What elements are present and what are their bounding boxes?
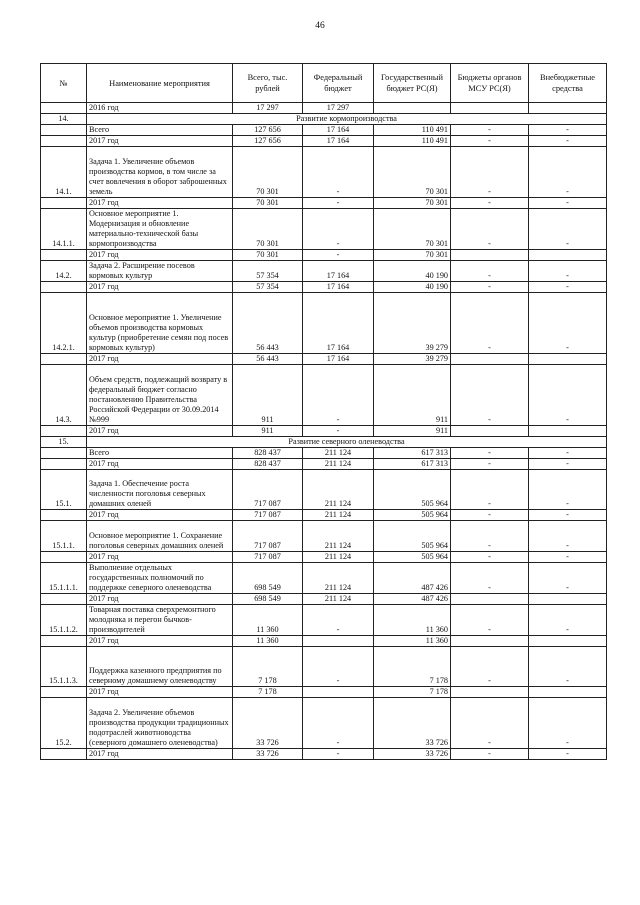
row-total: 7 178 (233, 687, 303, 698)
row-code: 14.1.1. (41, 208, 87, 249)
table-row (41, 635, 607, 646)
table-row (41, 260, 607, 281)
row-federal: - (303, 364, 374, 425)
section-row (41, 114, 607, 125)
table-row (41, 281, 607, 292)
row-federal: 211 124 (303, 593, 374, 604)
row-offbudget: - (529, 147, 607, 198)
row-state: 40 190 (374, 260, 451, 281)
row-code: 15.1.1.2. (41, 604, 87, 635)
row-code: 15.1.1.1. (41, 562, 87, 593)
row-msu: - (451, 147, 529, 198)
row-msu: - (451, 208, 529, 249)
row-federal: 211 124 (303, 510, 374, 521)
table-row (41, 510, 607, 521)
row-state: 505 964 (374, 551, 451, 562)
row-federal: - (303, 748, 374, 759)
table-row (41, 447, 607, 458)
row-federal: 17 164 (303, 292, 374, 353)
row-code (41, 249, 87, 260)
row-msu (451, 249, 529, 260)
table-row (41, 125, 607, 136)
row-state: 7 178 (374, 646, 451, 687)
row-federal: - (303, 208, 374, 249)
row-name: Основное мероприятие 1. Модернизация и обновление материально-технической базы кормопроизводства (87, 208, 233, 249)
row-total: 717 087 (233, 510, 303, 521)
row-msu: - (451, 748, 529, 759)
row-state: 39 279 (374, 292, 451, 353)
row-code: 15.1. (41, 469, 87, 510)
row-federal (303, 635, 374, 646)
row-name: Поддержка казенного предприятия по северному домашнему оленеводству (87, 646, 233, 687)
row-offbudget (529, 593, 607, 604)
row-offbudget (529, 353, 607, 364)
row-federal: - (303, 147, 374, 198)
row-state: 617 313 (374, 447, 451, 458)
row-code (41, 197, 87, 208)
row-msu: - (451, 521, 529, 551)
table-row (41, 353, 607, 364)
row-name: 2017 год (87, 551, 233, 562)
row-msu: - (451, 604, 529, 635)
row-code (41, 136, 87, 147)
table-row (41, 687, 607, 698)
row-state: 911 (374, 425, 451, 436)
row-name: Задача 2. Увеличение объемов производства продукции традиционных подотраслей животноводства (северного домашнего оленеводства) (87, 698, 233, 749)
header-state: Государственный бюджет РС(Я) (374, 64, 451, 103)
row-total: 70 301 (233, 147, 303, 198)
row-total: 33 726 (233, 748, 303, 759)
row-state: 70 301 (374, 197, 451, 208)
row-total: 911 (233, 364, 303, 425)
row-name: 2017 год (87, 635, 233, 646)
row-offbudget (529, 425, 607, 436)
row-msu: - (451, 292, 529, 353)
row-federal: - (303, 425, 374, 436)
row-total: 70 301 (233, 197, 303, 208)
row-msu: - (451, 469, 529, 510)
row-msu: - (451, 125, 529, 136)
row-offbudget: - (529, 469, 607, 510)
row-name: 2017 год (87, 425, 233, 436)
row-federal: 17 164 (303, 136, 374, 147)
row-name: 2017 год (87, 281, 233, 292)
row-code: 15.2. (41, 698, 87, 749)
row-name: 2017 год (87, 458, 233, 469)
row-state: 617 313 (374, 458, 451, 469)
table-row (41, 292, 607, 353)
row-name: 2017 год (87, 353, 233, 364)
row-state: 11 360 (374, 635, 451, 646)
table-body (41, 103, 607, 760)
row-federal: 211 124 (303, 521, 374, 551)
table-row (41, 208, 607, 249)
row-state: 11 360 (374, 604, 451, 635)
row-federal: 17 164 (303, 125, 374, 136)
row-state: 911 (374, 364, 451, 425)
row-code (41, 593, 87, 604)
row-msu (451, 593, 529, 604)
row-offbudget: - (529, 521, 607, 551)
table-row (41, 249, 607, 260)
table-row (41, 147, 607, 198)
row-federal: 211 124 (303, 562, 374, 593)
row-msu: - (451, 260, 529, 281)
row-name: Объем средств, подлежащий возврату в федеральный бюджет согласно постановлению Правительства Российской Федерации от 30.09.2014 №999 (87, 364, 233, 425)
row-total: 7 178 (233, 646, 303, 687)
row-federal: 211 124 (303, 551, 374, 562)
header-federal: Федеральный бюджет (303, 64, 374, 103)
row-name: 2016 год (87, 103, 233, 114)
header-offbudget: Внебюджетные средства (529, 64, 607, 103)
row-msu (451, 687, 529, 698)
row-name: 2017 год (87, 197, 233, 208)
row-state: 110 491 (374, 136, 451, 147)
row-msu: - (451, 562, 529, 593)
row-code (41, 748, 87, 759)
row-msu: - (451, 281, 529, 292)
row-total: 828 437 (233, 458, 303, 469)
table-row (41, 521, 607, 551)
row-offbudget: - (529, 646, 607, 687)
table-row (41, 551, 607, 562)
row-msu: - (451, 447, 529, 458)
row-name: 2017 год (87, 510, 233, 521)
row-name: 2017 год (87, 748, 233, 759)
row-msu: - (451, 136, 529, 147)
row-offbudget: - (529, 748, 607, 759)
row-msu: - (451, 698, 529, 749)
row-name: Всего (87, 125, 233, 136)
row-offbudget: - (529, 447, 607, 458)
row-federal: - (303, 604, 374, 635)
row-code (41, 425, 87, 436)
row-code (41, 510, 87, 521)
row-federal (303, 687, 374, 698)
row-state (374, 103, 451, 114)
table-row (41, 458, 607, 469)
row-msu (451, 103, 529, 114)
row-federal: 17 164 (303, 281, 374, 292)
table-row (41, 364, 607, 425)
table-row (41, 748, 607, 759)
row-total: 56 443 (233, 353, 303, 364)
row-offbudget: - (529, 208, 607, 249)
header-row (41, 64, 607, 103)
header-no: № (41, 64, 87, 103)
row-state: 40 190 (374, 281, 451, 292)
row-offbudget: - (529, 197, 607, 208)
row-total: 70 301 (233, 249, 303, 260)
row-federal: 17 164 (303, 260, 374, 281)
row-federal: - (303, 646, 374, 687)
row-state: 33 726 (374, 698, 451, 749)
section-title: Развитие кормопроизводства (87, 114, 607, 125)
row-offbudget: - (529, 551, 607, 562)
row-name: Основное мероприятие 1. Увеличение объемов производства кормовых культур (приобретение семян под посев кормовых культур) (87, 292, 233, 353)
row-total: 127 656 (233, 136, 303, 147)
row-msu: - (451, 197, 529, 208)
row-offbudget: - (529, 698, 607, 749)
table-row (41, 425, 607, 436)
row-name: 2017 год (87, 687, 233, 698)
table-row (41, 562, 607, 593)
row-total: 717 087 (233, 469, 303, 510)
row-state: 110 491 (374, 125, 451, 136)
row-offbudget: - (529, 562, 607, 593)
row-code (41, 687, 87, 698)
header-msu: Бюджеты органов МСУ РС(Я) (451, 64, 529, 103)
row-state: 487 426 (374, 593, 451, 604)
row-state: 505 964 (374, 469, 451, 510)
row-code: 14.2. (41, 260, 87, 281)
row-code: 14.3. (41, 364, 87, 425)
row-offbudget: - (529, 604, 607, 635)
row-total: 70 301 (233, 208, 303, 249)
row-total: 698 549 (233, 593, 303, 604)
row-name: Товарная поставка сверхремонтного молодняка и перегон бычков-производителей (87, 604, 233, 635)
row-state: 39 279 (374, 353, 451, 364)
row-total: 828 437 (233, 447, 303, 458)
row-offbudget: - (529, 364, 607, 425)
row-offbudget: - (529, 510, 607, 521)
row-offbudget: - (529, 281, 607, 292)
page-number: 46 (315, 21, 325, 31)
header-total: Всего, тыс. рублей (233, 64, 303, 103)
row-total: 717 087 (233, 551, 303, 562)
row-state: 33 726 (374, 748, 451, 759)
row-federal: 211 124 (303, 458, 374, 469)
row-total: 57 354 (233, 260, 303, 281)
row-total: 11 360 (233, 635, 303, 646)
row-federal: 17 164 (303, 353, 374, 364)
row-name: Всего (87, 447, 233, 458)
row-code (41, 447, 87, 458)
row-msu (451, 353, 529, 364)
table-row (41, 136, 607, 147)
table-row (41, 593, 607, 604)
row-federal: 211 124 (303, 469, 374, 510)
row-code: 15.1.1.3. (41, 646, 87, 687)
row-msu: - (451, 646, 529, 687)
table-row (41, 197, 607, 208)
row-msu: - (451, 551, 529, 562)
row-code (41, 281, 87, 292)
section-title: Развитие северного оленеводства (87, 436, 607, 447)
table-row (41, 469, 607, 510)
row-msu: - (451, 510, 529, 521)
row-total: 911 (233, 425, 303, 436)
section-code: 15. (41, 436, 87, 447)
row-code: 14.1. (41, 147, 87, 198)
row-name: Задача 2. Расширение посевов кормовых культур (87, 260, 233, 281)
row-total: 33 726 (233, 698, 303, 749)
row-code: 15.1.1. (41, 521, 87, 551)
row-name: Основное мероприятие 1. Сохранение поголовья северных домашних оленей (87, 521, 233, 551)
row-total: 56 443 (233, 292, 303, 353)
row-state: 70 301 (374, 249, 451, 260)
row-offbudget: - (529, 125, 607, 136)
row-offbudget (529, 687, 607, 698)
row-code: 14.2.1. (41, 292, 87, 353)
row-federal: - (303, 249, 374, 260)
row-total: 17 297 (233, 103, 303, 114)
row-federal: - (303, 197, 374, 208)
row-code (41, 125, 87, 136)
table-row (41, 646, 607, 687)
row-state: 505 964 (374, 521, 451, 551)
table-row (41, 698, 607, 749)
row-msu: - (451, 458, 529, 469)
row-offbudget: - (529, 260, 607, 281)
row-name: 2017 год (87, 593, 233, 604)
row-offbudget (529, 103, 607, 114)
row-federal: 211 124 (303, 447, 374, 458)
row-name: Задача 1. Обеспечение роста численности поголовья северных домашних оленей (87, 469, 233, 510)
row-total: 717 087 (233, 521, 303, 551)
row-state: 70 301 (374, 208, 451, 249)
row-code (41, 635, 87, 646)
row-total: 127 656 (233, 125, 303, 136)
row-state: 487 426 (374, 562, 451, 593)
row-name: 2017 год (87, 136, 233, 147)
section-row (41, 436, 607, 447)
row-federal: 17 297 (303, 103, 374, 114)
row-msu (451, 425, 529, 436)
row-code (41, 551, 87, 562)
row-msu: - (451, 364, 529, 425)
budget-table (40, 63, 607, 760)
row-federal: - (303, 698, 374, 749)
row-total: 57 354 (233, 281, 303, 292)
section-code: 14. (41, 114, 87, 125)
row-state: 505 964 (374, 510, 451, 521)
table-row (41, 604, 607, 635)
row-offbudget: - (529, 136, 607, 147)
row-offbudget: - (529, 458, 607, 469)
row-offbudget (529, 249, 607, 260)
row-state: 70 301 (374, 147, 451, 198)
row-offbudget: - (529, 292, 607, 353)
row-total: 698 549 (233, 562, 303, 593)
row-name: 2017 год (87, 249, 233, 260)
row-name: Выполнение отдельных государственных полномочий по поддержке северного оленеводства (87, 562, 233, 593)
header-name: Наименование мероприятия (87, 64, 233, 103)
row-code (41, 458, 87, 469)
row-name: Задача 1. Увеличение объемов производства кормов, в том числе за счет вовлечения в оборот заброшенных земель (87, 147, 233, 198)
row-total: 11 360 (233, 604, 303, 635)
row-code (41, 103, 87, 114)
row-code (41, 353, 87, 364)
row-state: 7 178 (374, 687, 451, 698)
row-msu (451, 635, 529, 646)
row-offbudget (529, 635, 607, 646)
table-row (41, 103, 607, 114)
